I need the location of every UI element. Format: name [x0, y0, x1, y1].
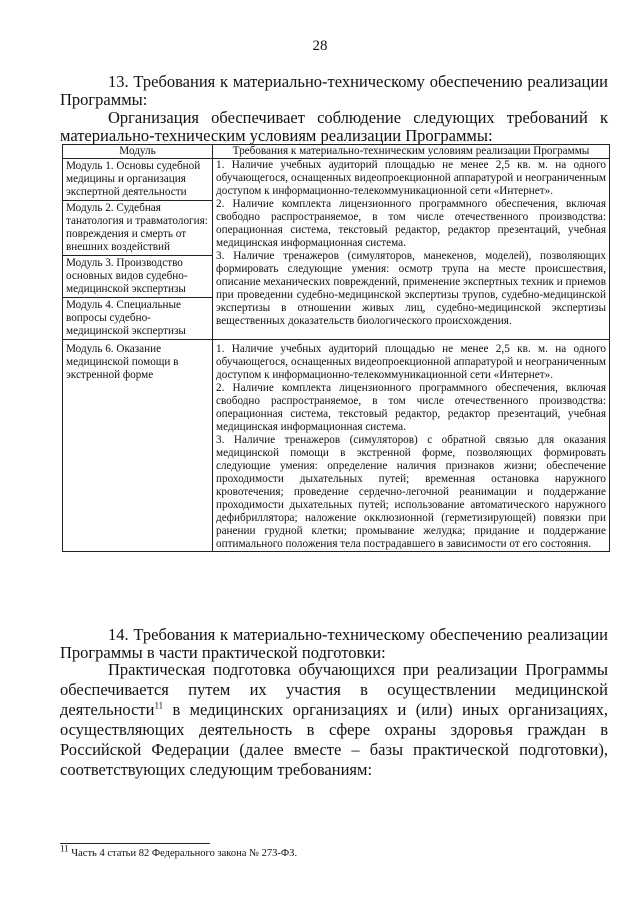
- footnote-number: 11: [60, 843, 69, 854]
- requirement-item: 1. Наличие учебных аудиторий площадью не менее 2,5 кв. м. на одного обучающегося, оснащенных видеопроекционной аппаратурой и неограниченным доступом к информационно-телекоммуникационной сети «Интернет».: [216, 159, 606, 197]
- requirements-group-2: [213, 340, 610, 552]
- section-14-text: Практическая подготовка обучающихся при реализации Программы обеспечивается путем их участия в осуществлении медицинской деятельности: [60, 660, 608, 719]
- header-requirements: Требования к материально-техническим условиям реализации Программы: [213, 145, 610, 159]
- requirement-item: 2. Наличие комплекта лицензионного программного обеспечения, включая свободно распространяемое, в том числе отечественного производства: операционная система, текстовый редактор, редактор презентаций, учебная медицинская информационная система.: [216, 198, 606, 249]
- requirement-item: 2. Наличие комплекта лицензионного программного обеспечения, включая свободно распространяемое, в том числе отечественного производства: операционная система, текстовый редактор, редактор презентаций, учебная медицинская информационная система.: [216, 382, 606, 433]
- header-module: Модуль: [63, 145, 213, 159]
- module-1: Модуль 1. Основы судебной медицины и организация экспертной деятельности: [63, 159, 212, 201]
- module-3: Модуль 3. Производство основных видов судебно-медицинской экспертизы: [63, 256, 212, 298]
- requirement-item: 3. Наличие тренажеров (симуляторов, манекенов, моделей), позволяющих формировать следующие умения: осмотр трупа на месте происшествия, описание механических повреждений, применение экспертных техник и приемов при проведении судебно-медицинской экспертизы трупов, судебно-медицинской экспертизы в отношении живых лиц, судебно-медицинской экспертизы вещественных доказательств биологического происхождения.: [216, 250, 606, 327]
- requirements-group-1: [213, 159, 610, 340]
- requirement-item: 3. Наличие тренажеров (симуляторов) с обратной связью для оказания медицинской помощи в экстренной форме, позволяющих формировать следующие умения: определение наличия признаков жизни; обеспечение проходимости дыхательных путей; временная остановка наружного кровотечения; проведение сердечно-легочной реанимации и поддержание проходимости дыхательных путей; использование автоматического наружного дефибриллятора; наложение окклюзионной (герметизирующей) повязки при ранении грудной клетки; промывание желудка; придание и поддержание оптимального положения тела пострадавшего в зависимости от его состояния.: [216, 434, 606, 550]
- section-13-intro: Организация обеспечивает соблюдение следующих требований к материально-техническим условиям реализации Программы:: [60, 108, 608, 145]
- footnote-divider: [60, 843, 210, 844]
- module-4: Модуль 4. Специальные вопросы судебно-медицинской экспертизы: [66, 299, 186, 337]
- table-row: [63, 159, 610, 340]
- requirement-item: 1. Наличие учебных аудиторий площадью не менее 2,5 кв. м. на одного обучающегося, оснащенных видеопроекционной аппаратурой и неограниченным доступом к информационно-телекоммуникационной сети «Интернет».: [216, 343, 606, 381]
- footnote: [60, 843, 298, 859]
- section-13-heading: 13. Требования к материально-техническому обеспечению реализации Программы:: [60, 72, 608, 109]
- table-row: [63, 340, 610, 552]
- requirements-table: [62, 144, 610, 552]
- section-14-heading: 14. Требования к материально-техническому обеспечению реализации Программы в части практической подготовки:: [60, 625, 608, 662]
- module-group-1: [63, 159, 213, 340]
- module-6: Модуль 6. Оказание медицинской помощи в экстренной форме: [63, 340, 213, 552]
- table-header-row: [63, 145, 610, 159]
- footnote-ref: 11: [154, 700, 164, 711]
- page-number: 28: [312, 38, 328, 54]
- module-2: Модуль 2. Судебная танатология и травматология: повреждения и смерть от внешних воздействий: [63, 201, 212, 256]
- footnote-text: Часть 4 статьи 82 Федерального закона № 273-ФЗ.: [68, 848, 298, 859]
- section-14-body: [60, 660, 608, 780]
- section-14-text-cont: в медицинских организациях и (или) иных организациях, осуществляющих деятельность в сфере охраны здоровья граждан в Российской Федерации (далее вместе – базы практической подготовки), соответствующих следующим требованиям:: [60, 700, 608, 779]
